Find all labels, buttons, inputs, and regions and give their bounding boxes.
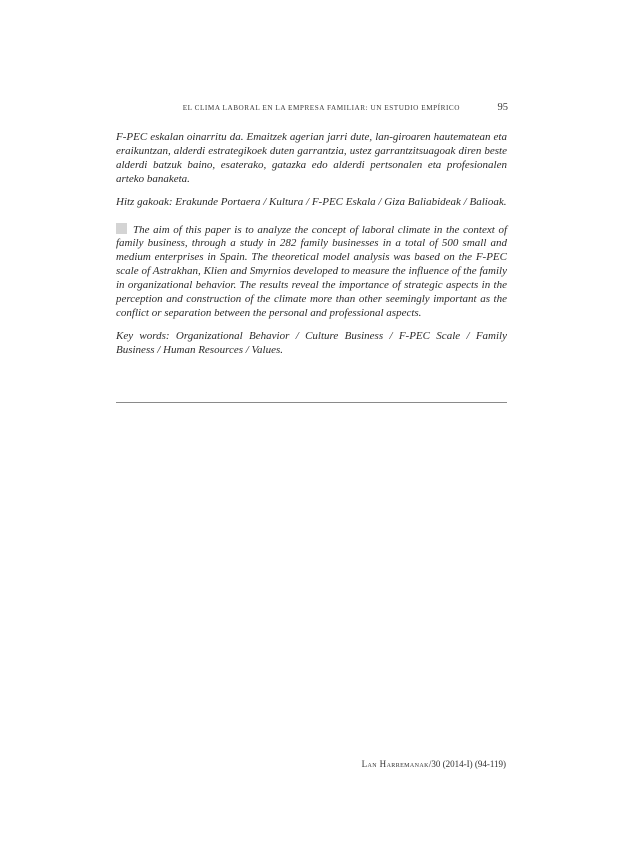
running-head bbox=[116, 104, 508, 118]
abstract-section bbox=[116, 131, 507, 358]
abstract-marker-icon bbox=[116, 223, 127, 234]
journal-citation: /30 (2014-I) (94-119) bbox=[428, 759, 506, 769]
running-title: EL CLIMA LABORAL EN LA EMPRESA FAMILIAR: UN ESTUDIO EMPÍRICO bbox=[182, 104, 460, 112]
basque-abstract-paragraph: F-PEC eskalan oinarritu da. Emaitzek agerian jarri dute, lan-giroaren hautematean eta eraikuntzan, alderdi estrategikoek duten garrantzia, ustez garrantzitsuagoak diren beste alderdi batzuk baino, esaterako, gatazka edo alderdi pertsonalen eta profesionalen arteko banaketa. bbox=[116, 131, 507, 185]
english-keywords: Key words: Organizational Behavior / Culture Business / F-PEC Scale / Family Business / Human Resources / Values. bbox=[116, 329, 507, 356]
journal-footer bbox=[362, 759, 506, 769]
page-number: 95 bbox=[497, 102, 508, 113]
english-abstract-paragraph bbox=[116, 223, 507, 321]
journal-name: Lan Harremanak bbox=[361, 759, 429, 769]
english-abstract-text: The aim of this paper is to analyze the concept of laboral climate in the context of family business, through a study in 282 family businesses in a total of 500 small and medium enterprises in Spain. The theoretical model analysis was based on the F-PEC scale of Astrakhan, Klien and Smyrnios developed to measure the influence of the family in organizational behavior. The results reveal the importance of strategic aspects in the perception and construction of the climate more than other seemingly important as the conflict or separation between the personal and professional aspects. bbox=[116, 223, 507, 319]
section-divider bbox=[116, 402, 507, 403]
basque-keywords: Hitz gakoak: Erakunde Portaera / Kultura / F-PEC Eskala / Giza Baliabideak / Balioak. bbox=[116, 195, 507, 208]
